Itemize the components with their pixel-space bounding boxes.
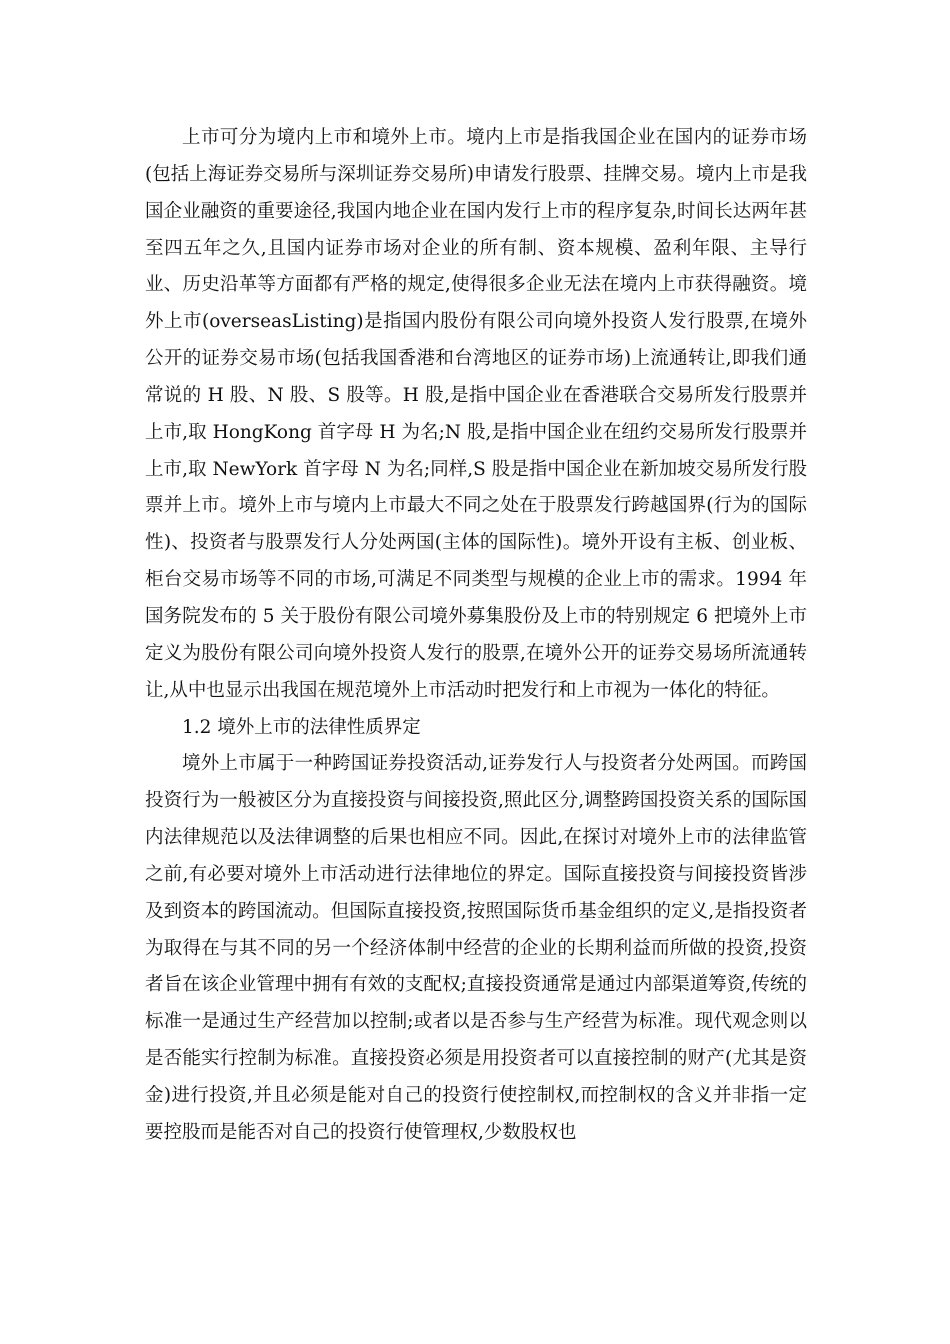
document-body	[145, 120, 807, 1152]
paragraph-overseas-listing-intro: 上市可分为境内上市和境外上市。境内上市是指我国企业在国内的证券市场(包括上海证券交易所与深圳证券交易所)申请发行股票、挂牌交易。境内上市是我国企业融资的重要途径,我国内地企业在国内发行上市的程序复杂,时间长达两年甚至四五年之久,且国内证券市场对企业的所有制、资本规模、盈利年限、主导行业、历史沿革等方面都有严格的规定,使得很多企业无法在境内上市获得融资。境外上市(overseasListing)是指国内股份有限公司向境外投资人发行股票,在境外公开的证券交易市场(包括我国香港和台湾地区的证券市场)上流通转让,即我们通常说的 H 股、N 股、S 股等。H 股,是指中国企业在香港联合交易所发行股票并上市,取 HongKong 首字母 H 为名;N 股,是指中国企业在纽约交易所发行股票并上市,取 NewYork 首字母 N 为名;同样,S 股是指中国企业在新加坡交易所发行股票并上市。境外上市与境内上市最大不同之处在于股票发行跨越国界(行为的国际性)、投资者与股票发行人分处两国(主体的国际性)。境外开设有主板、创业板、柜台交易市场等不同的市场,可满足不同类型与规模的企业上市的需求。1994 年国务院发布的 5 关于股份有限公司境外募集股份及上市的特别规定 6 把境外上市定义为股份有限公司向境外投资人发行的股票,在境外公开的证券交易场所流通转让,从中也显示出我国在规范境外上市活动时把发行和上市视为一体化的特征。	[145, 127, 807, 701]
paragraph-legal-nature: 境外上市属于一种跨国证券投资活动,证券发行人与投资者分处两国。而跨国投资行为一般被区分为直接投资与间接投资,照此区分,调整跨国投资关系的国际国内法律规范以及法律调整的后果也相应不同。因此,在探讨对境外上市的法律监管之前,有必要对境外上市活动进行法律地位的界定。国际直接投资与间接投资皆涉及到资本的跨国流动。但国际直接投资,按照国际货币基金组织的定义,是指投资者为取得在与其不同的另一个经济体制中经营的企业的长期利益而所做的投资,投资者旨在该企业管理中拥有有效的支配权;直接投资通常是通过内部渠道筹资,传统的标准一是通过生产经营加以控制;或者以是否参与生产经营为标准。现代观念则以是否能实行控制为标准。直接投资必须是用投资者可以直接控制的财产(尤其是资金)进行投资,并且必须是能对自己的投资行使控制权,而控制权的含义并非指一定要控股而是能否对自己的投资行使管理权,少数股权也	[145, 753, 807, 1143]
section-heading-1-2: 1.2 境外上市的法律性质界定	[182, 716, 421, 738]
